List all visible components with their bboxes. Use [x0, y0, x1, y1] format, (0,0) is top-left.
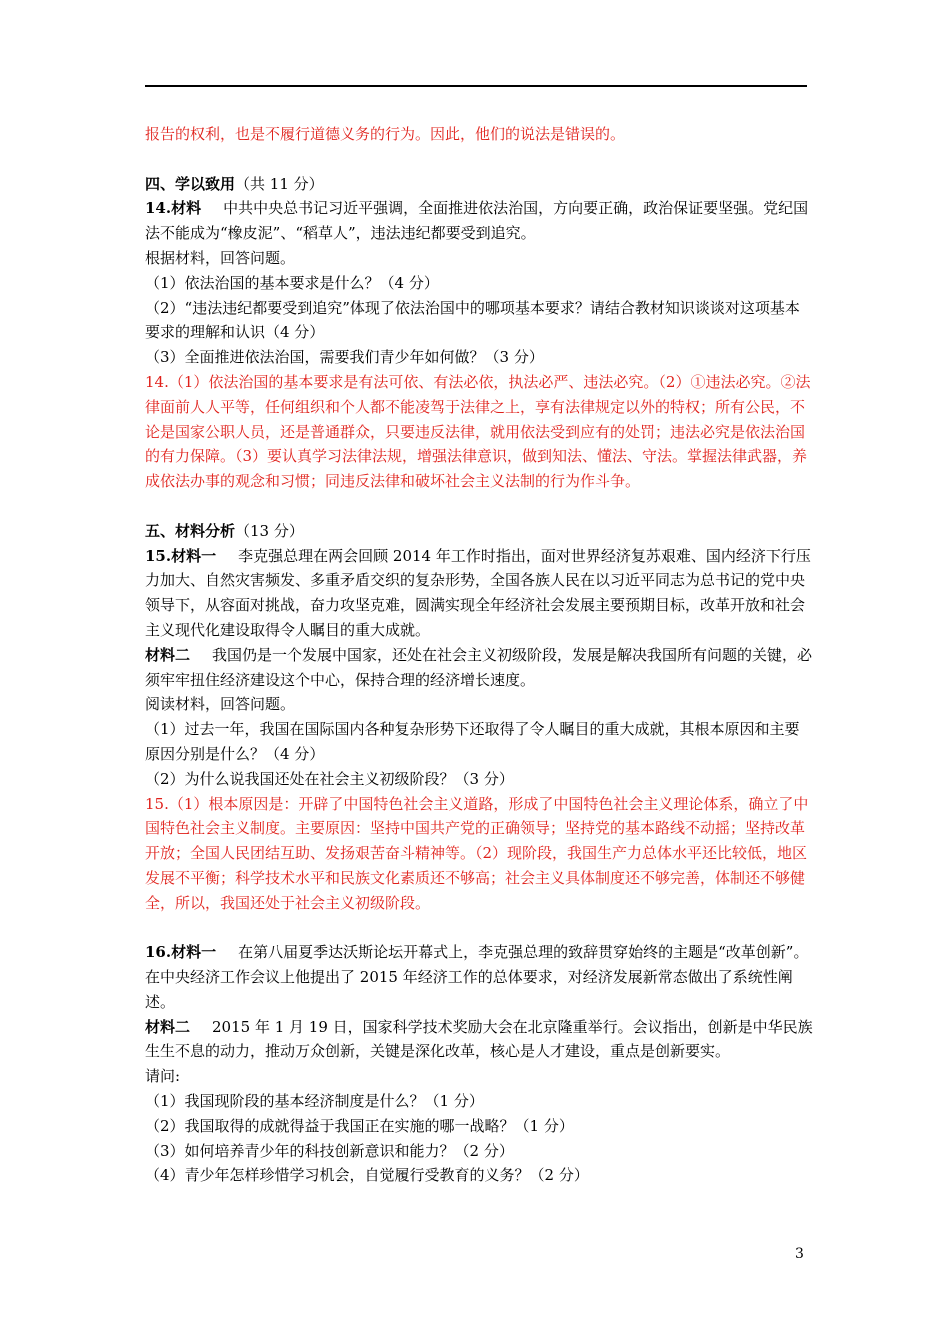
q15-material-2: 材料二 我国仍是一个发展中国家，还处在社会主义初级阶段，发展是解决我国所有问题的关键，必须牢牢扭住经济建设这个中心，保持合理的经济增长速度。 — [145, 645, 813, 689]
q15-question-1: （1）过去一年，我国在国际国内各种复杂形势下还取得了令人瞩目的重大成就，其根本原因和主要原因分别是什么？（4 分） — [145, 720, 800, 763]
header-rule — [145, 85, 807, 87]
section-4-heading: 四、学以致用（共 11 分） — [145, 174, 324, 193]
q14-question-3: （3）全面推进依法治国，需要我们青少年如何做？（3 分） — [145, 348, 544, 367]
q16-question-3: （3）如何培养青少年的科技创新意识和能力？（2 分） — [145, 1141, 514, 1160]
page-content — [145, 122, 813, 1188]
q14-material: 14.材料 中共中央总书记习近平强调，全面推进依法治国，方向要正确，政治保证要坚强。党纪国法不能成为“橡皮泥”、“稻草人”，违法违纪都要受到追究。 — [145, 199, 809, 243]
q14-question-1: （1）依法治国的基本要求是什么？（4 分） — [145, 273, 439, 292]
q14-answer: 14.（1）依法治国的基本要求是有法可依、有法必依，执法必严、违法必究。（2）①违法必究。②法律面前人人平等，任何组织和个人都不能凌驾于法律之上，享有法律规定以外的特权；所有公民，不论是国家公职人员，还是普通群众，只要违反法律，就用依法受到应有的处罚；违法必究是依法治国的有力保障。（3）要认真学习法律法规，增强法律意识，做到知法、懂法、守法。掌握法律武器，养成依法办事的观念和习惯；同违反法律和破坏社会主义法制的行为作斗争。 — [145, 372, 811, 491]
q16-question-4: （4）青少年怎样珍惜学习机会，自觉履行受教育的义务？（2 分） — [145, 1166, 589, 1185]
q16-question-2: （2）我国取得的成就得益于我国正在实施的哪一战略？（1 分） — [145, 1116, 574, 1135]
q14-prompt: 根据材料，回答问题。 — [145, 248, 296, 267]
answer-continuation: 报告的权利，也是不履行道德义务的行为。因此，他们的说法是错误的。 — [145, 125, 626, 143]
q15-prompt: 阅读材料，回答问题。 — [145, 695, 296, 714]
q16-material-1: 16.材料一 在第八届夏季达沃斯论坛开幕式上，李克强总理的致辞贯穿始终的主题是“改革创新”。在中央经济工作会议上他提出了 2015 年经济工作的总体要求，对经济发展新常态做出了系统性阐述。 — [145, 943, 809, 1011]
q15-answer: 15.（1）根本原因是：开辟了中国特色社会主义道路，形成了中国特色社会主义理论体系，确立了中国特色社会主义制度。主要原因：坚持中国共产党的正确领导；坚持党的基本路线不动摇；坚持改革开放；全国人民团结互助、发扬艰苦奋斗精神等。（2）现阶段，我国生产力总体水平还比较低，地区发展不平衡；科学技术水平和民族文化素质还不够高；社会主义具体制度还不够完善，体制还不够健全，所以，我国还处于社会主义初级阶段。 — [145, 794, 809, 912]
page-number: 3 — [795, 1246, 804, 1262]
q16-material-2: 材料二 2015 年 1 月 19 日，国家科学技术奖励大会在北京隆重举行。会议指出，创新是中华民族生生不息的动力，推动万众创新，关键是深化改革，核心是人才建设，重点是创新要实。 — [145, 1017, 813, 1061]
section-5-heading: 五、材料分析（13 分） — [145, 521, 304, 540]
q14-question-2: （2）“违法违纪都要受到追究”体现了依法治国中的哪项基本要求？请结合教材知识谈谈对这项基本要求的理解和认识（4 分） — [145, 298, 800, 342]
q15-material-1: 15.材料一 李克强总理在两会回顾 2014 年工作时指出，面对世界经济复苏艰难、国内经济下行压力加大、自然灾害频发、多重矛盾交织的复杂形势，全国各族人民在以习近平同志为总书记的党中央领导下，从容面对挑战，奋力攻坚克难，圆满实现全年经济社会发展主要预期目标，改革开放和社会主义现代化建设取得令人瞩目的重大成就。 — [145, 546, 811, 639]
q16-prompt: 请问: — [145, 1067, 181, 1086]
q15-question-2: （2）为什么说我国还处在社会主义初级阶段？（3 分） — [145, 769, 514, 788]
q16-question-1: （1）我国现阶段的基本经济制度是什么？（1 分） — [145, 1092, 484, 1111]
